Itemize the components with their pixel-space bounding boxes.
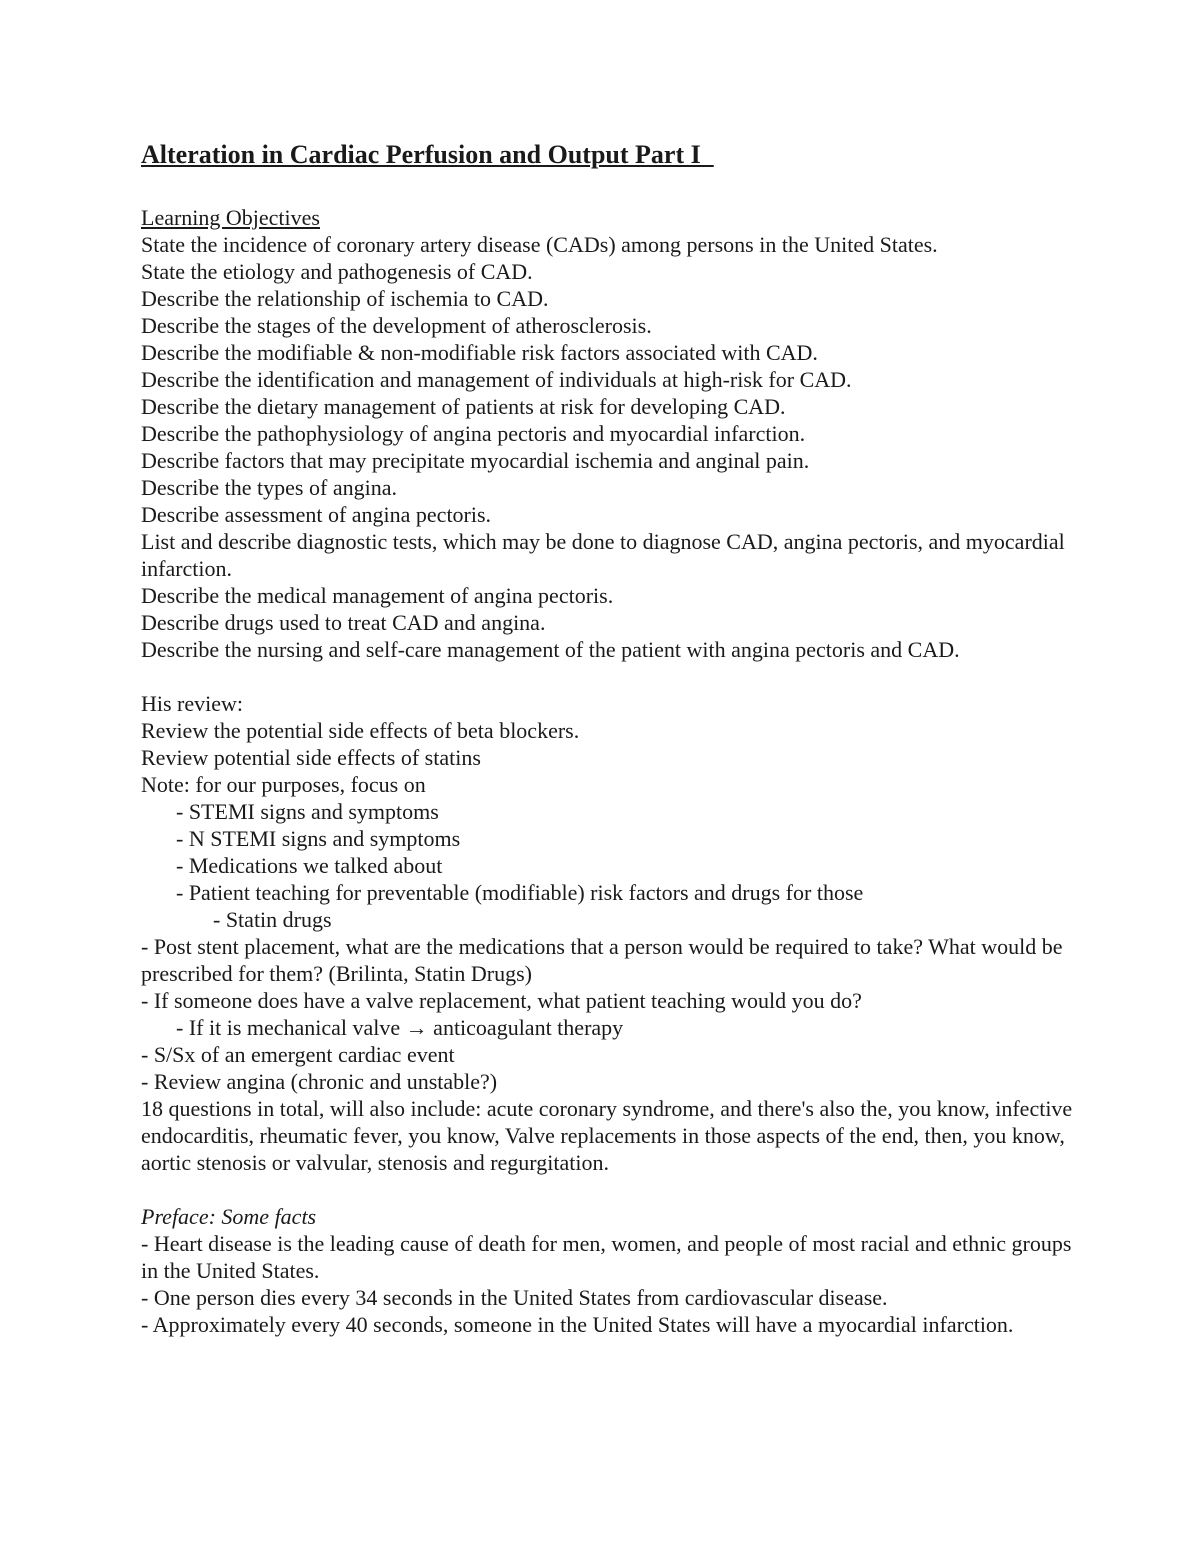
- objective-item: Describe the modifiable & non-modifiable risk factors associated with CAD.: [141, 340, 818, 365]
- review-sub-bullet: - Statin drugs: [213, 907, 332, 932]
- objective-item: Describe the stages of the development of atherosclerosis.: [141, 313, 652, 338]
- review-bullet: - Patient teaching for preventable (modifiable) risk factors and drugs for those: [176, 880, 864, 905]
- objective-item: State the etiology and pathogenesis of CAD.: [141, 259, 533, 284]
- document-page: [141, 138, 1081, 1338]
- preface-fact: - Approximately every 40 seconds, someone in the United States will have a myocardial infarction.: [141, 1312, 1014, 1337]
- objective-item: State the incidence of coronary artery disease (CADs) among persons in the United States.: [141, 232, 938, 257]
- objective-item: Describe the relationship of ischemia to CAD.: [141, 286, 549, 311]
- objective-item: Describe the identification and management of individuals at high-risk for CAD.: [141, 367, 852, 392]
- objectives-heading: Learning Objectives: [141, 205, 320, 230]
- review-line: Review potential side effects of statins: [141, 745, 481, 770]
- objective-item: Describe the pathophysiology of angina pectoris and myocardial infarction.: [141, 421, 806, 446]
- learning-objectives-section: [141, 204, 1081, 663]
- review-line: - S/Sx of an emergent cardiac event: [141, 1042, 455, 1067]
- review-summary: 18 questions in total, will also include: acute coronary syndrome, and there's also the, you know, infective endocarditis, rheumatic fever, you know, Valve replacements in those aspects of the end, then, you know, aortic stenosis or valvular, stenosis and regurgitation.: [141, 1096, 1073, 1175]
- review-line: Review the potential side effects of beta blockers.: [141, 718, 580, 743]
- objective-item: Describe the types of angina.: [141, 475, 397, 500]
- objective-item: List and describe diagnostic tests, which may be done to diagnose CAD, angina pectoris, and myocardial infarction.: [141, 529, 1065, 581]
- document-title: Alteration in Cardiac Perfusion and Output Part I: [141, 140, 714, 169]
- objective-item: Describe the medical management of angina pectoris.: [141, 583, 614, 608]
- review-bullet: - N STEMI signs and symptoms: [176, 826, 461, 851]
- objective-item: Describe factors that may precipitate myocardial ischemia and anginal pain.: [141, 448, 810, 473]
- review-heading: His review:: [141, 691, 244, 716]
- review-bullet: - STEMI signs and symptoms: [176, 799, 439, 824]
- spacer: [141, 1176, 1081, 1203]
- objective-item: Describe drugs used to treat CAD and angina.: [141, 610, 546, 635]
- preface-section: [141, 1203, 1081, 1338]
- review-section: [141, 690, 1081, 1176]
- review-line: - If someone does have a valve replacement, what patient teaching would you do?: [141, 988, 862, 1013]
- objective-item: Describe assessment of angina pectoris.: [141, 502, 492, 527]
- preface-heading: Preface: Some facts: [141, 1204, 317, 1229]
- review-line: - Review angina (chronic and unstable?): [141, 1069, 498, 1094]
- review-line: Note: for our purposes, focus on: [141, 772, 426, 797]
- preface-fact: - Heart disease is the leading cause of death for men, women, and people of most racial and ethnic groups in the United States.: [141, 1231, 1072, 1283]
- objective-item: Describe the dietary management of patients at risk for developing CAD.: [141, 394, 786, 419]
- review-line: - Post stent placement, what are the medications that a person would be required to take? What would be prescribed for them? (Brilinta, Statin Drugs): [141, 934, 1063, 986]
- review-bullet: - If it is mechanical valve → anticoagulant therapy: [176, 1015, 624, 1040]
- objective-item: Describe the nursing and self-care management of the patient with angina pectoris and CAD.: [141, 637, 960, 662]
- review-bullet: - Medications we talked about: [176, 853, 443, 878]
- preface-fact: - One person dies every 34 seconds in the United States from cardiovascular disease.: [141, 1285, 888, 1310]
- spacer: [141, 663, 1081, 690]
